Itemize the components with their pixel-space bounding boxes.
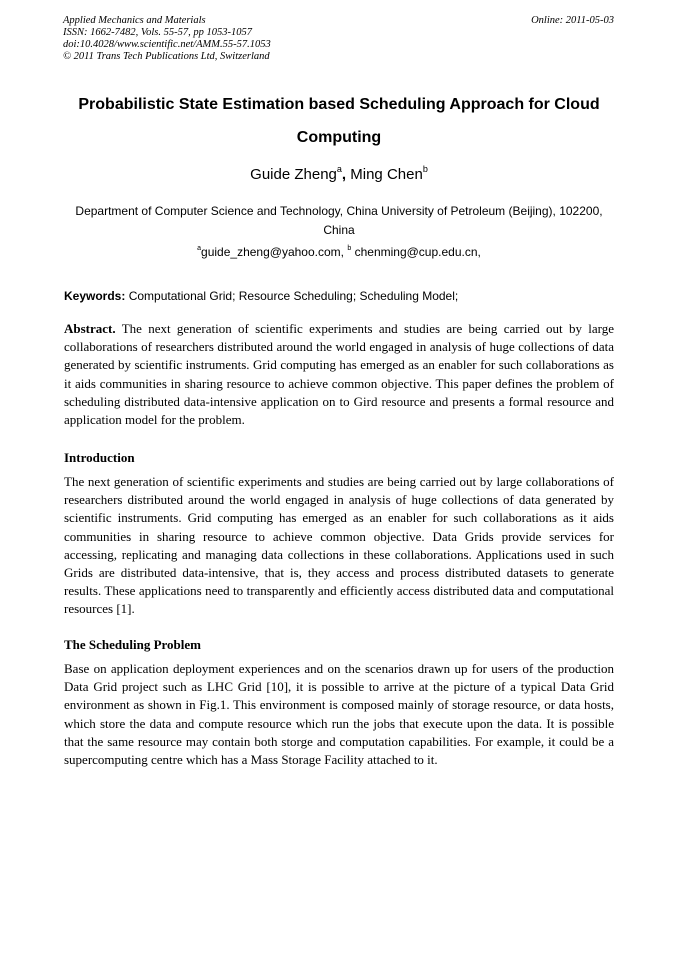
- author-separator: ,: [341, 166, 347, 183]
- keywords: [64, 287, 614, 305]
- section-heading-scheduling-problem: The Scheduling Problem: [64, 637, 202, 652]
- journal-copyright: © 2011 Trans Tech Publications Ltd, Switzerland: [63, 51, 270, 62]
- email-address[interactable]: chenming@cup.edu.cn,: [354, 245, 481, 259]
- author-list: [40, 165, 638, 185]
- author-name: Ming Chen: [350, 166, 423, 183]
- email-address[interactable]: guide_zheng@yahoo.com,: [201, 245, 344, 259]
- affiliation: Department of Computer Science and Technology, China University of Petroleum (Beijing), 102200, China: [75, 204, 603, 237]
- online-date: Online: 2011-05-03: [531, 15, 614, 26]
- journal-doi: doi:10.4028/www.scientific.net/AMM.55-57.1053: [63, 39, 271, 50]
- author-name: Guide Zheng: [250, 166, 337, 183]
- abstract-label: Abstract.: [64, 321, 116, 336]
- email-mark: a: [197, 245, 202, 252]
- journal-issn: ISSN: 1662-7482, Vols. 55-57, pp 1053-1057: [63, 27, 252, 38]
- section-text-introduction: The next generation of scientific experiments and studies are being carried out by large collaborations of researchers distributed around the world engaged in analysis of huge collections of data generated by scientific instruments. Grid computing has emerged as an enabler for such collaborations as it aids communities in sharing resource to achieve common objective. Data Grids provide services for accessing, replicating and managing data collections in these collaborations. Applications used in such Grids are distributed data-intensive, that is, they access and process distributed datasets to generate results. These applications need to transparently and efficiently access distributed data and computational resources [1].: [64, 474, 614, 617]
- section-text-scheduling-problem: Base on application deployment experiences and on the scenarios drawn up for users of the production Data Grid project such as LHC Grid [10], it is possible to arrive at the picture of a typical Data Grid environment as shown in Fig.1. This environment is composed mainly of storage resource, or data hosts, which store the data and compute resource which run the jobs that execute upon the data. It is possible that the same resource may contain both storge and computation capabilities. For example, it could be a supercomputing centre which has a Mass Storage Facility attached to it.: [64, 661, 614, 768]
- keywords-text: Computational Grid; Resource Scheduling; Scheduling Model;: [128, 289, 459, 303]
- email-list: [40, 243, 638, 261]
- journal-header: [63, 15, 393, 63]
- author-mark: b: [422, 164, 428, 174]
- journal-name: Applied Mechanics and Materials: [63, 15, 206, 26]
- email-mark: b: [347, 245, 352, 252]
- section-heading-introduction: Introduction: [64, 450, 135, 465]
- abstract-text: The next generation of scientific experiments and studies are being carried out by large collaborations of researchers distributed around the world engaged in analysis of huge collections of data generated by scientific instruments. Grid computing has emerged as an enabler for such collaborations as it aids communities in sharing resource to achieve common objective. This paper defines the problem of scheduling distributed data-intensive application on to Gird resource and presents a formal resource and application model for the problem.: [64, 321, 614, 428]
- paper-title: Probabilistic State Estimation based Scheduling Approach for Cloud Computing: [78, 96, 600, 146]
- abstract: [64, 320, 614, 429]
- author-mark: a: [336, 164, 342, 174]
- keywords-label: Keywords:: [64, 289, 126, 303]
